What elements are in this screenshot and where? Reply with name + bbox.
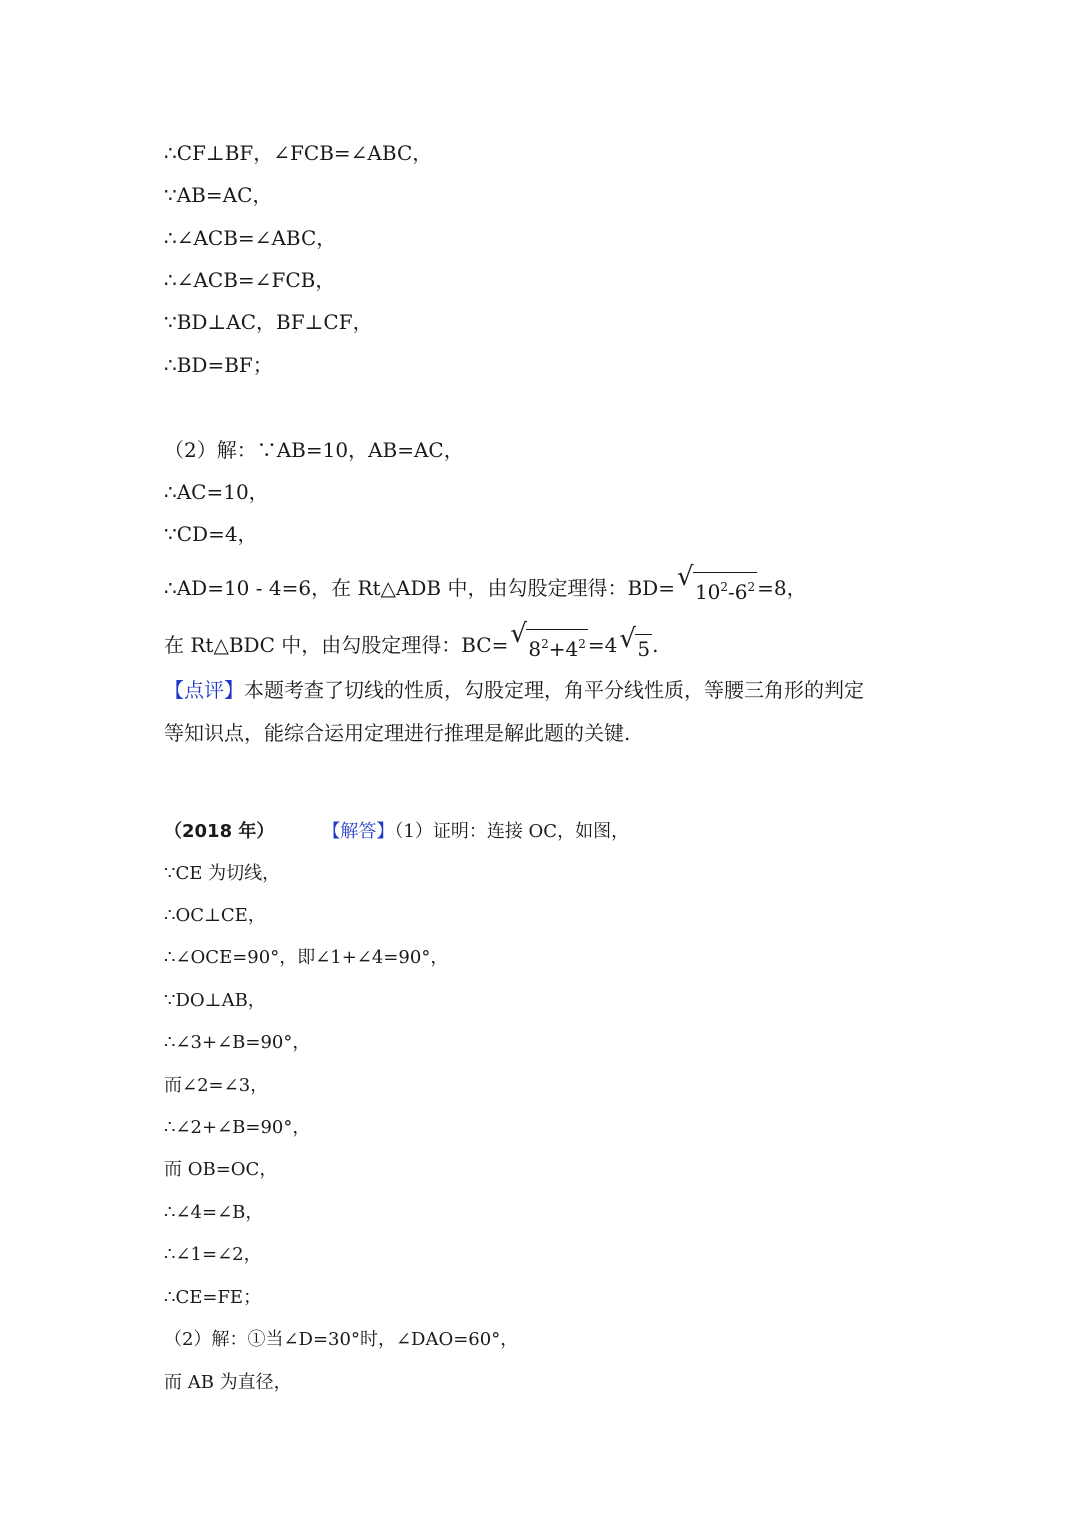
proof-line: ∴OC⊥CE， xyxy=(164,905,266,926)
proof-line: ∴BD=BF； xyxy=(164,353,273,377)
sqrt-expression xyxy=(510,619,588,661)
proof-line: ∴CE=FE； xyxy=(164,1287,262,1308)
text: 在 Rt△BDC 中，由勾股定理得：BC= xyxy=(164,633,509,657)
solution-line-bc xyxy=(164,619,659,661)
proof-line: ∴∠3+∠B=90°， xyxy=(164,1032,311,1053)
proof-line: 而 OB=OC， xyxy=(164,1159,278,1180)
radicand: 5 xyxy=(635,634,652,661)
text: ∴AD=10 - 4=6，在 Rt△ADB 中，由勾股定理得：BD= xyxy=(164,576,675,600)
proof-line: ∴∠1=∠2， xyxy=(164,1244,262,1265)
answer-text: （1）证明：连接 OC，如图， xyxy=(394,821,630,842)
proof-line: ∵DO⊥AB， xyxy=(164,990,266,1011)
solution-line: ∴AC=10， xyxy=(164,480,269,504)
proof-line: ∵CE 为切线， xyxy=(164,863,281,884)
radicand: $10^2-6^2$ xyxy=(693,572,757,604)
proof-line: ∴∠ACB=∠ABC， xyxy=(164,226,337,250)
solution-line: ∵CD=4， xyxy=(164,522,258,546)
proof-line: ∴∠2+∠B=90°， xyxy=(164,1117,311,1138)
text: =8， xyxy=(757,576,807,600)
proof-line: ∴∠4=∠B， xyxy=(164,1202,264,1223)
proof-line: 而 AB 为直径， xyxy=(164,1372,292,1393)
proof-line: ∵BD⊥AC，BF⊥CF， xyxy=(164,310,373,334)
answer-tag: 【解答】 xyxy=(322,821,395,842)
radical-sign-icon: √ xyxy=(676,562,694,592)
sqrt-expression xyxy=(676,562,757,604)
proof-line: ∴∠OCE=90°，即∠1+∠4=90°， xyxy=(164,947,449,968)
text: . xyxy=(652,633,659,657)
review-line: 等知识点，能综合运用定理进行推理是解此题的关键. xyxy=(164,721,631,745)
proof-line: （2）解：①当∠D=30°时，∠DAO=60°， xyxy=(164,1329,519,1350)
proof-line: ∴CF⊥BF，∠FCB=∠ABC， xyxy=(164,141,433,165)
section-header-2018 xyxy=(164,820,629,844)
radicand: $8^2+4^2$ xyxy=(526,629,588,661)
proof-line: ∵AB=AC， xyxy=(164,183,273,207)
review-tag: 【点评】 xyxy=(164,678,244,702)
review-line xyxy=(164,678,864,702)
sqrt-expression xyxy=(619,624,652,661)
radical-sign-icon: √ xyxy=(619,624,636,654)
solution-line-bd xyxy=(164,562,807,604)
review-text: 本题考查了切线的性质，勾股定理，角平分线性质，等腰三角形的判定 xyxy=(244,678,864,702)
solution-line: （2）解：∵AB=10，AB=AC， xyxy=(164,438,464,462)
radical-sign-icon: √ xyxy=(510,619,527,649)
proof-line: 而∠2=∠3， xyxy=(164,1075,269,1096)
proof-line: ∴∠ACB=∠FCB， xyxy=(164,268,336,292)
year-label: （2018 年） xyxy=(164,821,275,842)
text: =4 xyxy=(587,633,618,657)
